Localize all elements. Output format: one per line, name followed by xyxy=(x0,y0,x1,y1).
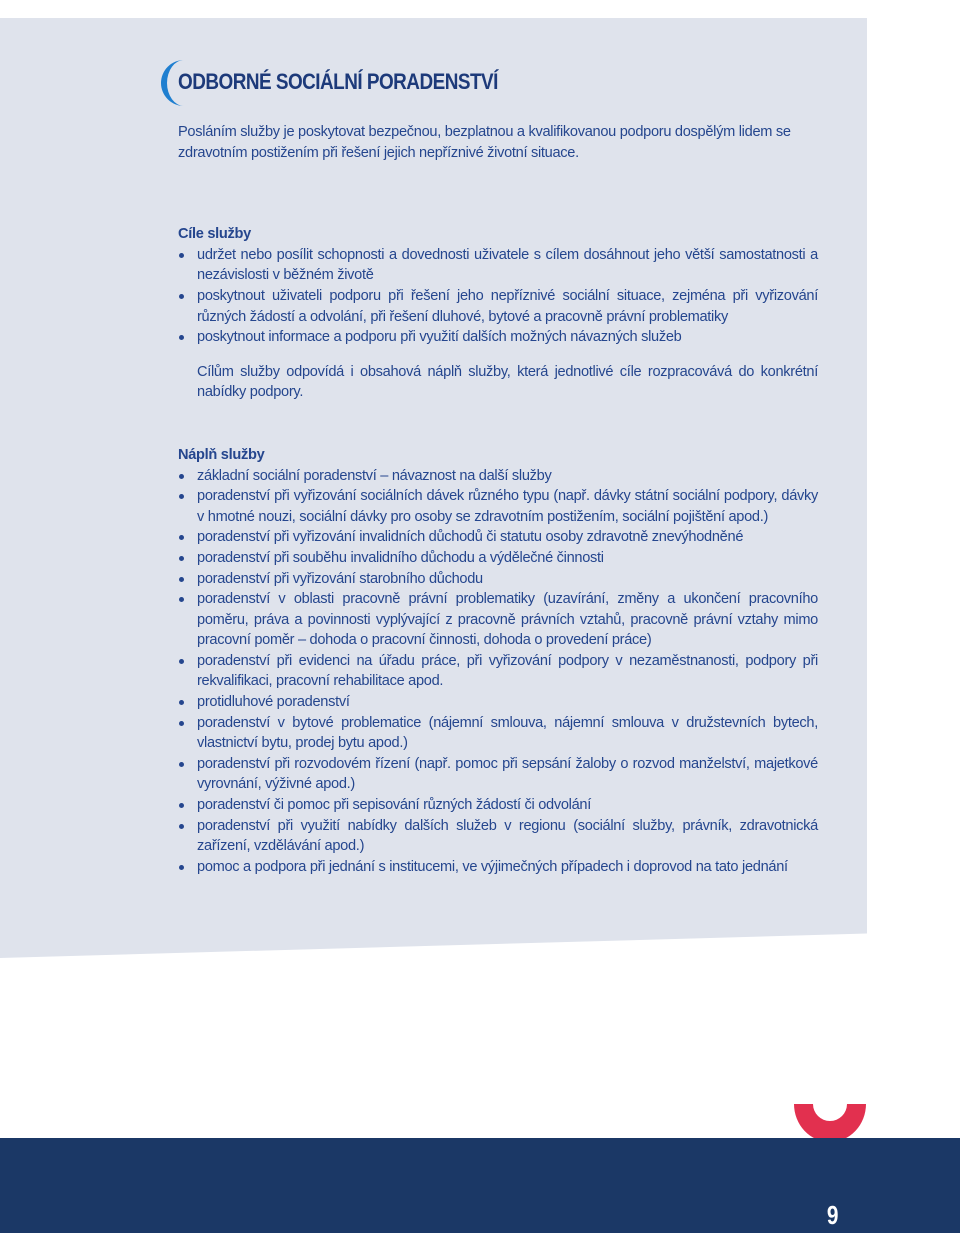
goals-heading: Cíle služby xyxy=(178,226,251,243)
intro-paragraph: Posláním služby je poskytovat bezpečnou, bezplatnou a kvalifikovanou podporu dospělým lidem se zdravotním postižením při řešení jejich nepříznivé životní situace. xyxy=(178,124,791,161)
content-heading: Náplň služby xyxy=(178,446,265,463)
main-content xyxy=(178,122,818,877)
list-item: poradenství při evidenci na úřadu práce, při vyřizování podpory v nezaměstnanosti, podpory při rekvalifikaci, pracovní rehabilitace apod. xyxy=(178,651,818,692)
list-item: poradenství v bytové problematice (nájemní smlouva, nájemní smlouva v družstevních bytech, vlastnictví bytu, prodej bytu apod.) xyxy=(178,713,818,754)
page-title: ODBORNÉ SOCIÁLNÍ PORADENSTVÍ xyxy=(178,69,498,94)
list-item: poskytnout informace a podporu při využití dalších možných návazných služeb xyxy=(178,327,818,348)
list-item: pomoc a podpora při jednání s institucemi, ve výjimečných případech i doprovod na tato jednání xyxy=(178,857,818,878)
list-item: poradenství při vyřizování sociálních dávek různého typu (např. dávky státní sociální podpory, dávky v hmotné nouzi, sociální dávky pro osoby se zdravotním postižením, sociální pojištění apod.) xyxy=(178,486,818,527)
list-item: udržet nebo posílit schopnosti a dovednosti uživatele s cílem dosáhnout jeho větší samostatnosti a nezávislosti v běžném životě xyxy=(178,245,818,286)
list-item: poradenství při využití nabídky dalších služeb v regionu (sociální služby, právník, zdravotnická zařízení, vzdělávání apod.) xyxy=(178,816,818,857)
content-list xyxy=(178,466,818,878)
list-item: poradenství při vyřizování starobního důchodu xyxy=(178,569,818,590)
footer-bar xyxy=(0,1138,960,1233)
page-number: 9 xyxy=(826,1200,838,1230)
goals-summary: Cílům služby odpovídá i obsahová náplň služby, která jednotlivé cíle rozpracovává do konkrétní nabídky podpory. xyxy=(197,363,818,401)
list-item: poradenství při vyřizování invalidních důchodů či statutu osoby zdravotně znevýhodněné xyxy=(178,527,818,548)
list-item: poskytnout uživateli podporu při řešení jeho nepříznivé sociální situace, zejména při vyřizování různých žádostí a odvolání, při řešení dluhové, bytové a pracovně právní problematiky xyxy=(178,286,818,327)
list-item: poradenství či pomoc při sepisování různých žádostí či odvolání xyxy=(178,795,818,816)
list-item: protidluhové poradenství xyxy=(178,692,818,713)
list-item: poradenství při rozvodovém řízení (např. pomoc při sepsání žaloby o rozvod manželství, majetkové vyrovnání, výživné apod.) xyxy=(178,754,818,795)
list-item: poradenství při souběhu invalidního důchodu a výdělečné činnosti xyxy=(178,548,818,569)
list-item: základní sociální poradenství – návaznost na další služby xyxy=(178,466,818,487)
goals-list xyxy=(178,245,818,348)
list-item: poradenství v oblasti pracovně právní problematiky (uzavírání, změny a ukončení pracovního poměru, práva a povinnosti vyplývající z pracovně právních vztahů, pracovně právní vztahy mimo pracovní poměr – dohoda o pracovní činnosti, dohoda o provedení práce) xyxy=(178,589,818,651)
